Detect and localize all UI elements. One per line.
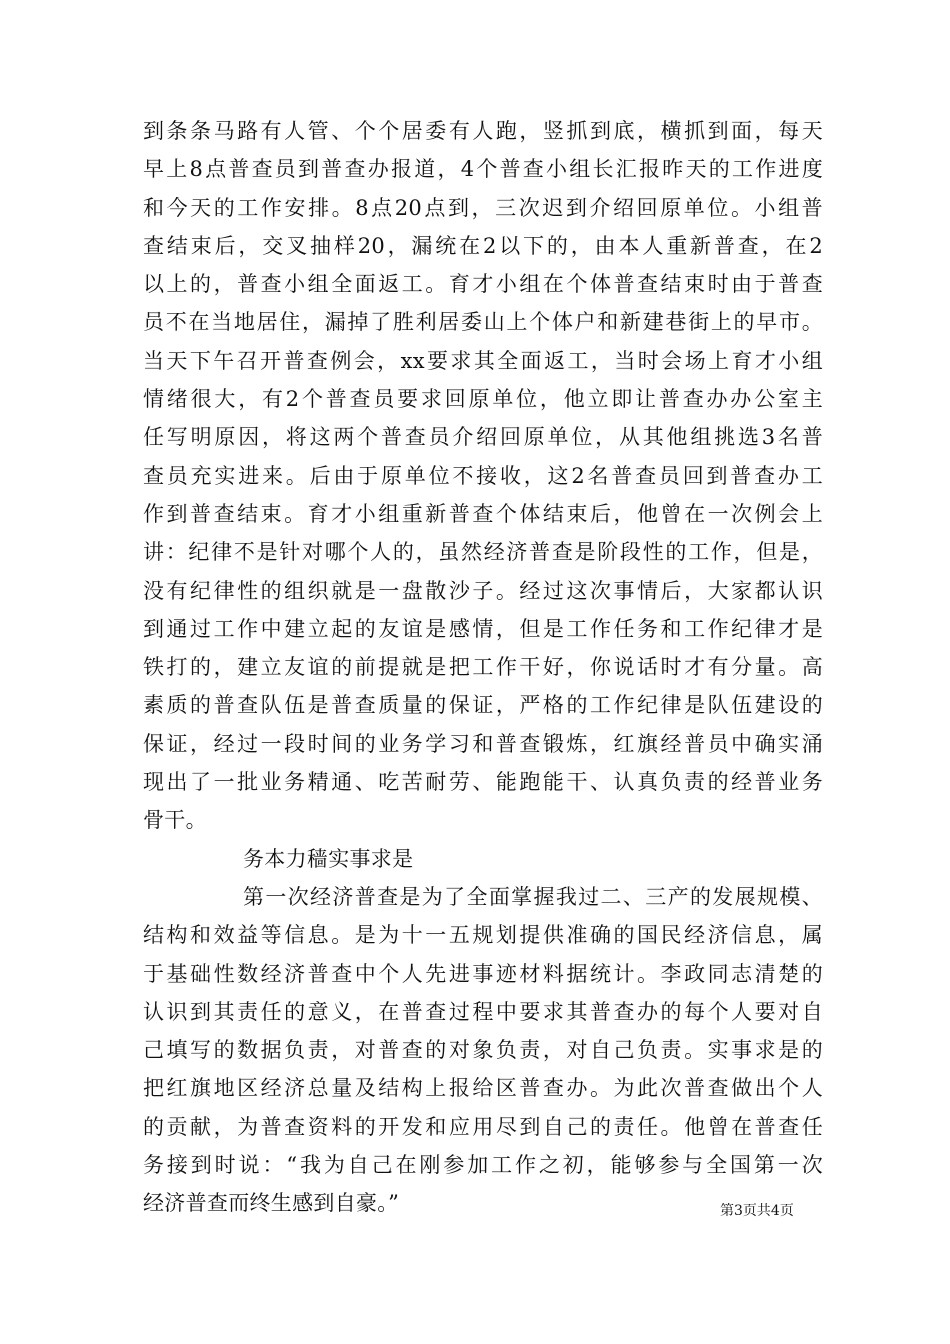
text-line: 务接到时说：“我为自己在刚参加工作之初，能够参与全国第一次 <box>143 1153 823 1178</box>
text-line: 把红旗地区经济总量及结构上报给区普查办。为此次普查做出个人 <box>143 1076 823 1101</box>
text-line: 的贡献，为普查资料的开发和应用尽到自己的责任。他曾在普查任 <box>143 1114 823 1139</box>
text-line: 第一次经济普查是为了全面掌握我过二、三产的发展规模、 <box>243 884 823 909</box>
text-line: 员不在当地居住，漏掉了胜利居委山上个体户和新建巷街上的早市。 <box>143 310 823 335</box>
text-line: 查结束后，交叉抽样20，漏统在2以下的，由本人重新普查，在2 <box>143 233 823 258</box>
paragraph-census-purpose <box>143 878 823 1223</box>
text-line: 没有纪律性的组织就是一盘散沙子。经过这次事情后，大家都认识 <box>143 578 823 603</box>
text-line: 情绪很大，有2个普查员要求回原单位，他立即让普查办办公室主 <box>143 387 823 412</box>
text-line: 素质的普查队伍是普查质量的保证，严格的工作纪律是队伍建设的 <box>143 693 823 718</box>
document-page <box>143 112 823 1223</box>
section-heading: 务本力穑实事求是 <box>243 846 414 871</box>
text-line: 到通过工作中建立起的友谊是感情，但是工作任务和工作纪律才是 <box>143 616 823 641</box>
page-number: 第3页共4页 <box>720 1203 794 1219</box>
text-line: 骨干。 <box>143 808 207 833</box>
text-line: 作到普查结束。育才小组重新普查个体结束后，他曾在一次例会上 <box>143 501 823 526</box>
text-line: 到条条马路有人管、个个居委有人跑，竖抓到底，横抓到面，每天 <box>143 119 823 143</box>
text-line: 以上的，普查小组全面返工。育才小组在个体普查结束时由于普查 <box>143 272 823 297</box>
text-line: 当天下午召开普查例会，xx要求其全面返工，当时会场上育才小组 <box>143 348 823 373</box>
text-line: 结构和效益等信息。是为十一五规划提供准确的国民经济信息，属 <box>143 923 823 948</box>
text-line: 认识到其责任的意义，在普查过程中要求其普查办的每个人要对自 <box>143 999 823 1024</box>
text-line: 和今天的工作安排。8点20点到，三次迟到介绍回原单位。小组普 <box>143 195 823 220</box>
text-line: 任写明原因，将这两个普查员介绍回原单位，从其他组挑选3名普 <box>143 425 823 450</box>
text-line: 经济普查而终生感到自豪。” <box>143 1191 400 1216</box>
text-line: 己填写的数据负责，对普查的对象负责，对自己负责。实事求是的 <box>143 1038 823 1063</box>
text-line: 讲：纪律不是针对哪个人的，虽然经济普查是阶段性的工作，但是， <box>143 540 823 565</box>
text-line: 保证，经过一段时间的业务学习和普查锻炼，红旗经普员中确实涌 <box>143 731 823 756</box>
text-line: 现出了一批业务精通、吃苦耐劳、能跑能干、认真负责的经普业务 <box>143 770 823 795</box>
text-line: 查员充实进来。后由于原单位不接收，这2名普查员回到普查办工 <box>143 463 823 488</box>
text-line: 铁打的，建立友谊的前提就是把工作干好，你说话时才有分量。高 <box>143 655 823 680</box>
text-line: 于基础性数经济普查中个人先进事迹材料据统计。李政同志清楚的 <box>143 961 823 986</box>
paragraph-discipline <box>143 112 823 840</box>
text-line: 早上8点普查员到普查办报道，4个普查小组长汇报昨天的工作进度 <box>143 157 823 182</box>
